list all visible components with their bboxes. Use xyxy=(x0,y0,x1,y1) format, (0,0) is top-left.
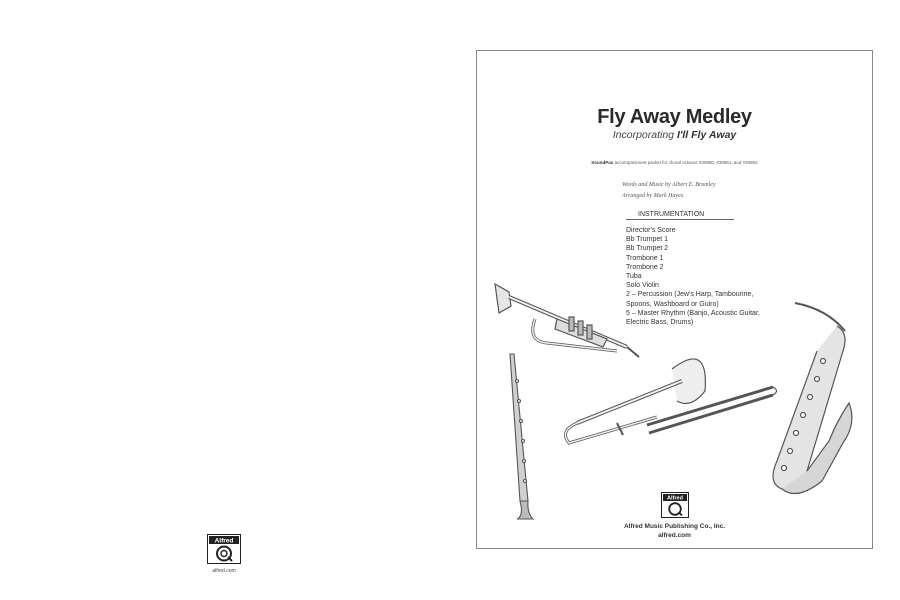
back-cover-url: alfred.com xyxy=(212,568,236,574)
publisher-logo-icon xyxy=(661,492,689,518)
cover-page xyxy=(476,50,873,549)
publisher-url: alfred.com xyxy=(658,532,691,539)
instrument-item: Director's Score xyxy=(626,227,676,234)
publisher-name: Alfred Music Publishing Co., Inc. xyxy=(623,523,726,530)
packet-brand: SoundPax xyxy=(591,160,614,165)
arranger-credit: Arranged by Mark Hayes xyxy=(622,193,684,199)
instrument-item: Trombone 1 xyxy=(626,254,664,262)
instrument-item: 5 – Master Rhythm (Banjo, Acoustic Guitar, xyxy=(626,309,760,317)
instrument-item: Bb Trumpet 1 xyxy=(626,236,669,244)
saxophone-illustration xyxy=(773,303,852,494)
words-music-credit: Words and Music by Albert E. Brumley xyxy=(622,182,716,188)
instrument-item: Electric Bass, Drums) xyxy=(626,319,694,327)
instrument-item: Solo Violin xyxy=(626,282,659,290)
cover-subtitle xyxy=(477,129,872,141)
back-logo-text: Alfred xyxy=(214,537,234,545)
instrument-item: Spoons, Washboard or Guiro) xyxy=(626,300,719,308)
trombone-illustration xyxy=(565,359,776,443)
instrument-item: Tuba xyxy=(626,273,642,281)
packet-text: accompaniment packet for choral octavos #30950, #30951, and #30952 xyxy=(614,160,758,165)
instrumentation-list xyxy=(626,226,796,327)
subtitle-song: I'll Fly Away xyxy=(676,129,737,141)
cover-title: Fly Away Medley xyxy=(597,106,752,128)
packet-description xyxy=(477,160,872,165)
instrument-item: Trombone 2 xyxy=(626,263,664,271)
publisher-logo-text: Alfred xyxy=(667,495,683,502)
subtitle-prefix: Incorporating xyxy=(612,129,675,141)
instrument-item: Bb Trumpet 2 xyxy=(626,245,669,253)
instrumentation-heading: INSTRUMENTATION xyxy=(626,211,734,220)
clarinet-illustration xyxy=(510,354,533,519)
trumpet-illustration xyxy=(495,284,639,357)
alfred-logo-icon xyxy=(207,534,241,564)
instrument-item: 2 – Percussion (Jew's Harp, Tambourine, xyxy=(626,291,754,299)
